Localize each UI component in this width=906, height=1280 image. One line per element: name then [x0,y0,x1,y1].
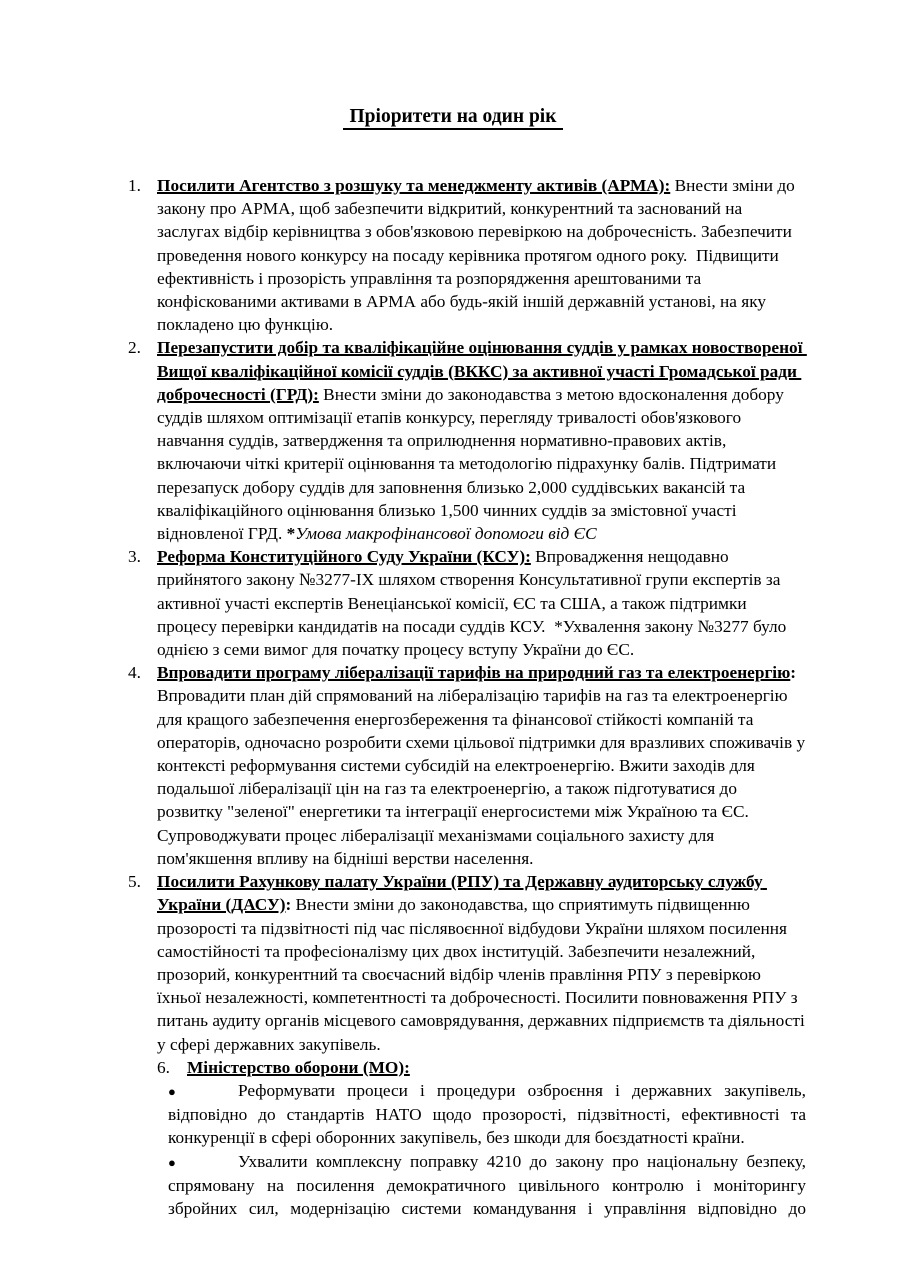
document-title-text: Пріоритети на один рік [343,106,564,130]
bullet-icon: ● [168,1083,176,1099]
text-segment: Впровадження нещодавно прийнятого закону №3277-IX шляхом створення Консультативної групи експертів за активної участі експертів Венеціанської комісії, ЄС та США, а також підтримки процесу перевірки кандидатів на посади суддів КСУ. *Ухвалення закону №3277 було однією з семи вимог для початку процесу вступу України до ЄС. [157,547,791,660]
text-segment: Умова макрофінансової допомоги від ЄС [295,524,597,544]
list-item [128,336,806,545]
list-item-text [157,338,807,543]
text-segment: Впровадити програму лібералізації тарифів на природний газ та електроенергію [157,663,791,683]
list-item [128,545,806,661]
list-item-number: 3. [128,547,141,567]
text-segment: Внести зміни до законодавства, що сприятимуть підвищенню прозорості та підзвітності під час післявоєнної відбудови України шляхом посилення самостійності та професіоналізму цих двох інституцій. Забезпечити незалежний, прозорий, конкурентний та своєчасний відбір членів правління РПУ з перевіркою їхньої незалежності, компетентності та доброчесності. Посилити повноваження РПУ з питань аудиту органів місцевого самоврядування, державних підприємств та діяльності у сфері державних закупівель. [157,895,810,1054]
text-segment: : [790,663,797,683]
text-segment: Перезапустити добір та кваліфікаційне оцінювання суддів у рамках новоствореної Вищої кваліфікаційної комісії суддів (ВККС) за активної участі Громадської ради доброчесності (ГРД): [157,338,807,404]
list-item-number: 1. [128,176,141,195]
text-segment: Внести зміни до закону про АРМА, щоб забезпечити відкритий, конкурентний та заснований на заслугах відбір керівництва з обов'язковою перевіркою на доброчесність. Забезпечити проведення нового конкурсу на посаду керівника протягом одного року. Підвищити ефективність і прозорість управління та розпорядження арештованими та конфіскованими активами в АРМА або будь-якій іншій державній установі, на яку покладено цю функцію. [157,176,800,335]
list-item-number: 5. [128,872,141,892]
list-item-text [157,663,809,868]
list-item [128,1056,806,1079]
priority-list [128,174,810,1220]
text-segment: Посилити Агентство з розшуку та менеджменту активів (АРМА): [157,176,671,195]
text-segment: Міністерство оборони (МО): [187,1057,410,1077]
list-item-text [157,872,809,1053]
list-item [128,661,810,870]
list-item-text [187,1058,410,1077]
bullet-item [168,1150,806,1221]
bullet-text [168,1152,806,1218]
text-segment: Реформувати процеси і процедури озброєння і державних закупівель, відповідно до стандартів НАТО щодо прозорості, підзвітності, ефективності та конкуренції в сфері оборонних закупівель, без шкоди для боєздатності країни. [168,1080,806,1148]
bullet-icon: ● [168,1154,176,1170]
list-item-number: 4. [128,663,141,683]
bullet-text [168,1081,806,1147]
list-item-number: 6. [157,1057,170,1077]
text-segment: Ухвалити комплексну поправку 4210 до закону про національну безпеку, спрямовану на посилення демократичного цивільного контролю і моніторингу збройних сил, модернізацію системи командування і управління відповідно до [168,1151,806,1218]
list-item-number: 2. [128,338,141,358]
text-segment: Впровадити план дій спрямований на лібералізацію тарифів на газ та електроенергію для кращого забезпечення енергозбереження та фінансової стійкості компаній та операторів, одночасно розробити схеми цільової підтримки для вразливих споживачів у контексті реформування системи субсидій на електроенергію. Вжити заходів для подальшої лібералізації цін на газ та електроенергію, а також підготуватися до розвитку "зеленої" енергетики та інтеграції енергосистеми між Україною та ЄС. Супроводжувати процес лібералізації механізмами соціального захисту для пом'якшення впливу на бідніші верстви населення. [157,663,810,868]
text-segment: Реформа Конституційного Суду України (КСУ): [157,547,531,567]
text-segment: * [286,524,296,544]
list-item [128,174,806,336]
text-segment: Внести зміни до законодавства з метою вдосконалення добору суддів шляхом оптимізації етапів конкурсу, перегляду тривалості обов'язкового навчання суддів, затвердження та оприлюднення нормативно-правових актів, включаючи чіткі критерії оцінювання та методологію підрахунку балів. Підтримати перезапуск добору суддів для заповнення близько 2,000 суддівських вакансій та кваліфікаційного оцінювання близько 1,500 чинних суддів за змістовної участі відновленої ГРД. [157,384,789,544]
text-segment: : [285,895,292,915]
list-item [128,870,810,1056]
bullet-item [168,1079,806,1150]
text-segment: Посилити Рахункову палату України (РПУ) та Державну аудиторську службу України (ДАСУ) [157,872,767,915]
document-title [0,104,906,130]
list-item-text [157,176,799,334]
list-item-text [157,547,791,659]
